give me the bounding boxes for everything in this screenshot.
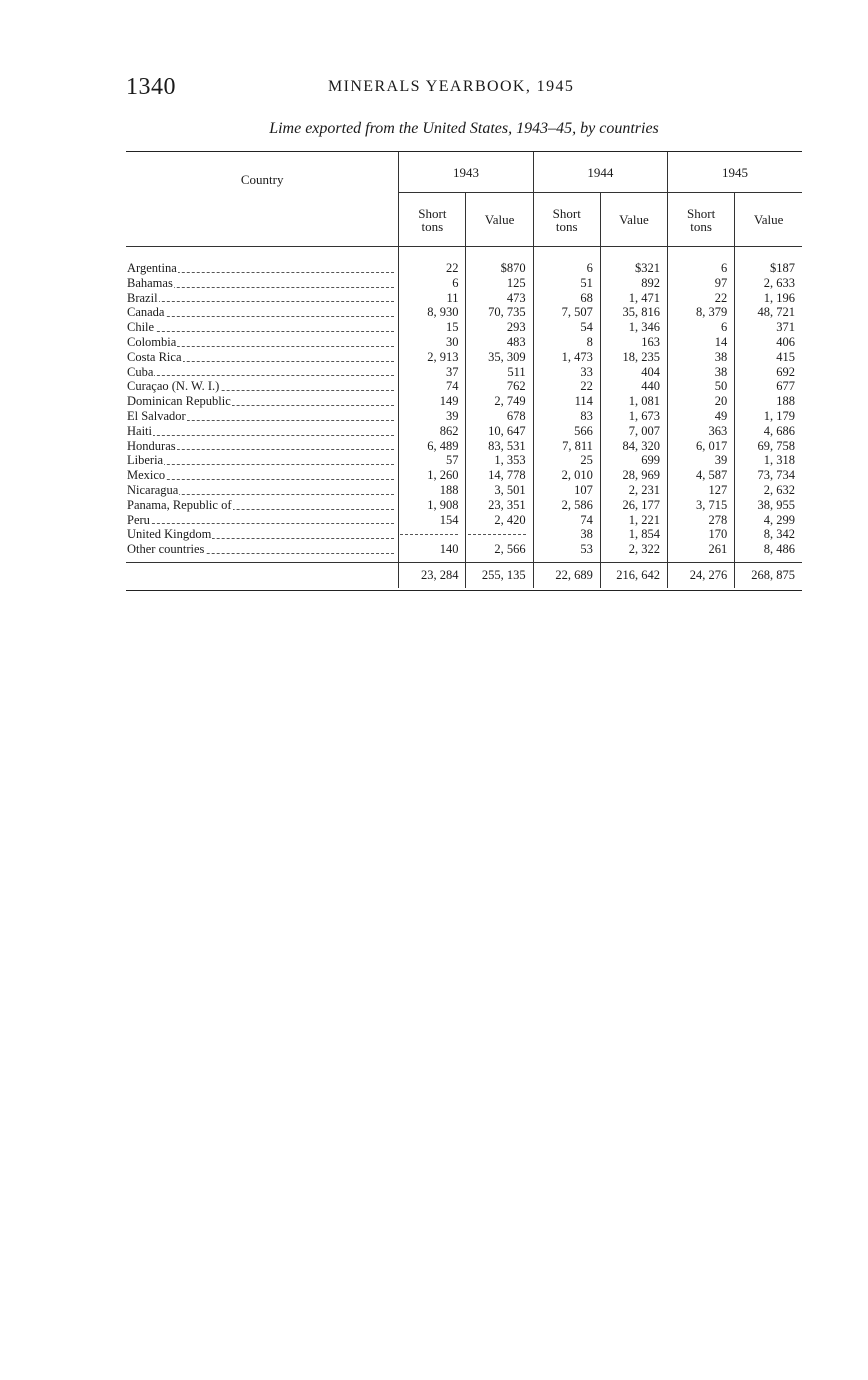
value-cell: 125: [466, 276, 533, 291]
value-cell: 8, 342: [735, 527, 802, 542]
value-cell: 3, 501: [466, 483, 533, 498]
value-cell: 30: [399, 335, 466, 350]
value-cell: 7, 811: [533, 439, 600, 454]
value-cell: 2, 586: [533, 498, 600, 513]
value-cell: 188: [399, 483, 466, 498]
value-cell: 14, 778: [466, 468, 533, 483]
value-cell: 1, 318: [735, 453, 802, 468]
table-row: [126, 453, 802, 468]
value-cell: 2, 749: [466, 394, 533, 409]
table-row: [126, 394, 802, 409]
country-cell: [126, 350, 399, 365]
value-cell: 2, 231: [600, 483, 667, 498]
country-name: Argentina: [127, 261, 177, 275]
value-cell: 7, 507: [533, 305, 600, 320]
value-cell: 22: [668, 291, 735, 306]
country-name: Panama, Republic of: [127, 497, 232, 512]
value-cell: 4, 299: [735, 513, 802, 528]
value-cell: 14: [668, 335, 735, 350]
value-cell: [399, 527, 466, 542]
table-row: [126, 527, 802, 542]
value-cell: 1, 854: [600, 527, 667, 542]
value-cell: 1, 196: [735, 291, 802, 306]
value-cell: 149: [399, 394, 466, 409]
country-name: Other countries: [127, 542, 205, 557]
table-row: [126, 542, 802, 562]
page-number: 1340: [126, 74, 176, 100]
lime-exports-table: [126, 151, 802, 591]
country-cell: [126, 483, 399, 498]
value-cell: 762: [466, 379, 533, 394]
country-cell: [126, 409, 399, 424]
country-name: Cuba: [127, 364, 154, 379]
value-cell: 2, 420: [466, 513, 533, 528]
value-cell: 38: [668, 365, 735, 380]
value-cell: 440: [600, 379, 667, 394]
value-cell: 33: [533, 365, 600, 380]
table-row: [126, 335, 802, 350]
value-cell: 1, 260: [399, 468, 466, 483]
value-cell: 11: [399, 291, 466, 306]
total-cell: 23, 284: [399, 562, 466, 587]
value-header: Value: [466, 193, 533, 247]
value-cell: [466, 527, 533, 542]
country-name: Nicaragua: [127, 482, 179, 497]
no-data-dashes: [400, 534, 458, 535]
value-cell: 1, 908: [399, 498, 466, 513]
total-cell: 22, 689: [533, 562, 600, 587]
value-cell: 83, 531: [466, 439, 533, 454]
value-cell: 261: [668, 542, 735, 562]
value-cell: 54: [533, 320, 600, 335]
total-cell: 255, 135: [466, 562, 533, 587]
value-cell: 278: [668, 513, 735, 528]
value-cell: 2, 633: [735, 276, 802, 291]
value-cell: 473: [466, 291, 533, 306]
value-header: Value: [600, 193, 667, 247]
table-row: [126, 305, 802, 320]
value-cell: 1, 353: [466, 453, 533, 468]
country-cell: [126, 453, 399, 468]
value-cell: 862: [399, 424, 466, 439]
country-cell: [126, 498, 399, 513]
value-cell: 39: [399, 409, 466, 424]
table-row: [126, 320, 802, 335]
country-name: Chile: [127, 320, 155, 335]
value-cell: 3, 715: [668, 498, 735, 513]
country-cell: [126, 291, 399, 306]
country-name: Peru: [127, 512, 150, 527]
value-cell: 8, 486: [735, 542, 802, 562]
value-cell: 892: [600, 276, 667, 291]
value-cell: 22: [399, 261, 466, 276]
country-column-header: Country: [126, 152, 399, 247]
running-head: MINERALS YEARBOOK, 1945: [328, 78, 575, 95]
value-cell: 1, 346: [600, 320, 667, 335]
value-cell: 37: [399, 365, 466, 380]
value-cell: 49: [668, 409, 735, 424]
value-cell: 70, 735: [466, 305, 533, 320]
value-cell: 2, 632: [735, 483, 802, 498]
value-cell: 48, 721: [735, 305, 802, 320]
country-cell: [126, 424, 399, 439]
value-cell: 483: [466, 335, 533, 350]
value-cell: $321: [600, 261, 667, 276]
table-bottom-rule: [126, 590, 802, 591]
country-name: Canada: [127, 305, 165, 320]
value-cell: 4, 587: [668, 468, 735, 483]
value-cell: 1, 473: [533, 350, 600, 365]
country-cell: [126, 439, 399, 454]
value-cell: 6: [668, 261, 735, 276]
value-cell: 2, 566: [466, 542, 533, 562]
country-name: United Kingdom: [127, 527, 212, 542]
table-title: Lime exported from the United States, 1943–45, by countries: [269, 120, 659, 137]
country-cell: [126, 379, 399, 394]
value-cell: 406: [735, 335, 802, 350]
country-name: El Salvador: [127, 408, 186, 423]
country-name: Colombia: [127, 334, 177, 349]
value-cell: 8, 930: [399, 305, 466, 320]
value-cell: 6, 489: [399, 439, 466, 454]
value-cell: 415: [735, 350, 802, 365]
total-cell: 268, 875: [735, 562, 802, 587]
value-cell: 74: [399, 379, 466, 394]
table-row: [126, 379, 802, 394]
country-cell: [126, 335, 399, 350]
value-cell: 57: [399, 453, 466, 468]
value-cell: 566: [533, 424, 600, 439]
value-cell: 1, 471: [600, 291, 667, 306]
value-cell: 140: [399, 542, 466, 562]
value-cell: 363: [668, 424, 735, 439]
no-data-dashes: [468, 534, 526, 535]
value-cell: 1, 081: [600, 394, 667, 409]
value-cell: 22: [533, 379, 600, 394]
value-cell: 6: [533, 261, 600, 276]
value-cell: 188: [735, 394, 802, 409]
value-cell: 677: [735, 379, 802, 394]
table-row: [126, 424, 802, 439]
value-cell: 8, 379: [668, 305, 735, 320]
country-name: Curaçao (N. W. I.): [127, 379, 220, 394]
value-cell: 38, 955: [735, 498, 802, 513]
value-cell: 6, 017: [668, 439, 735, 454]
value-cell: 678: [466, 409, 533, 424]
country-cell: [126, 365, 399, 380]
value-cell: 107: [533, 483, 600, 498]
value-cell: 1, 673: [600, 409, 667, 424]
value-cell: 2, 322: [600, 542, 667, 562]
value-cell: 26, 177: [600, 498, 667, 513]
short-tons-header: Short tons: [399, 193, 466, 247]
value-cell: 74: [533, 513, 600, 528]
value-cell: 83: [533, 409, 600, 424]
value-cell: 23, 351: [466, 498, 533, 513]
value-cell: 114: [533, 394, 600, 409]
short-tons-header: Short tons: [533, 193, 600, 247]
value-cell: 38: [533, 527, 600, 542]
value-cell: 35, 816: [600, 305, 667, 320]
country-cell: [126, 542, 399, 562]
value-cell: 6: [399, 276, 466, 291]
table-row: [126, 468, 802, 483]
country-name: Liberia: [127, 453, 164, 468]
table-row: [126, 365, 802, 380]
value-cell: 2, 010: [533, 468, 600, 483]
totals-row: [126, 562, 802, 587]
value-cell: 53: [533, 542, 600, 562]
table-row: [126, 498, 802, 513]
country-name: Mexico: [127, 468, 166, 483]
value-cell: 7, 007: [600, 424, 667, 439]
value-cell: 73, 734: [735, 468, 802, 483]
value-cell: 8: [533, 335, 600, 350]
country-name: Honduras: [127, 438, 176, 453]
country-cell: [126, 394, 399, 409]
value-cell: 154: [399, 513, 466, 528]
year-header-1944: 1944: [533, 152, 667, 193]
value-cell: 97: [668, 276, 735, 291]
value-cell: 127: [668, 483, 735, 498]
country-cell: [126, 513, 399, 528]
value-cell: 170: [668, 527, 735, 542]
value-cell: $187: [735, 261, 802, 276]
value-cell: 25: [533, 453, 600, 468]
country-name: Costa Rica: [127, 349, 182, 364]
table-row: [126, 439, 802, 454]
value-cell: 293: [466, 320, 533, 335]
country-cell: [126, 276, 399, 291]
value-cell: 371: [735, 320, 802, 335]
table-row: [126, 513, 802, 528]
total-cell: 216, 642: [600, 562, 667, 587]
value-cell: 35, 309: [466, 350, 533, 365]
country-name: Bahamas: [127, 275, 173, 290]
value-cell: 699: [600, 453, 667, 468]
table-row: [126, 350, 802, 365]
year-header-1945: 1945: [668, 152, 802, 193]
country-cell: [126, 320, 399, 335]
value-cell: 39: [668, 453, 735, 468]
country-cell: [126, 261, 399, 276]
value-cell: 18, 235: [600, 350, 667, 365]
value-cell: 69, 758: [735, 439, 802, 454]
value-cell: 692: [735, 365, 802, 380]
table-row: [126, 409, 802, 424]
value-cell: 404: [600, 365, 667, 380]
country-name: Dominican Republic: [127, 394, 231, 409]
value-cell: 1, 221: [600, 513, 667, 528]
value-cell: 38: [668, 350, 735, 365]
value-cell: 6: [668, 320, 735, 335]
totals-label-cell: [126, 562, 399, 587]
value-cell: 1, 179: [735, 409, 802, 424]
value-cell: 51: [533, 276, 600, 291]
table-row: [126, 483, 802, 498]
value-cell: 163: [600, 335, 667, 350]
table-row: [126, 261, 802, 276]
value-cell: 2, 913: [399, 350, 466, 365]
table-row: [126, 276, 802, 291]
value-header: Value: [735, 193, 802, 247]
value-cell: 20: [668, 394, 735, 409]
value-cell: 68: [533, 291, 600, 306]
value-cell: 84, 320: [600, 439, 667, 454]
country-cell: [126, 527, 399, 542]
table-row: [126, 291, 802, 306]
value-cell: 15: [399, 320, 466, 335]
value-cell: 4, 686: [735, 424, 802, 439]
short-tons-header: Short tons: [668, 193, 735, 247]
value-cell: 50: [668, 379, 735, 394]
value-cell: 10, 647: [466, 424, 533, 439]
country-cell: [126, 468, 399, 483]
total-cell: 24, 276: [668, 562, 735, 587]
year-header-1943: 1943: [399, 152, 533, 193]
value-cell: 511: [466, 365, 533, 380]
country-name: Brazil: [127, 290, 158, 305]
value-cell: $870: [466, 261, 533, 276]
country-cell: [126, 305, 399, 320]
value-cell: 28, 969: [600, 468, 667, 483]
country-name: Haiti: [127, 423, 152, 438]
table-body: [126, 247, 802, 563]
